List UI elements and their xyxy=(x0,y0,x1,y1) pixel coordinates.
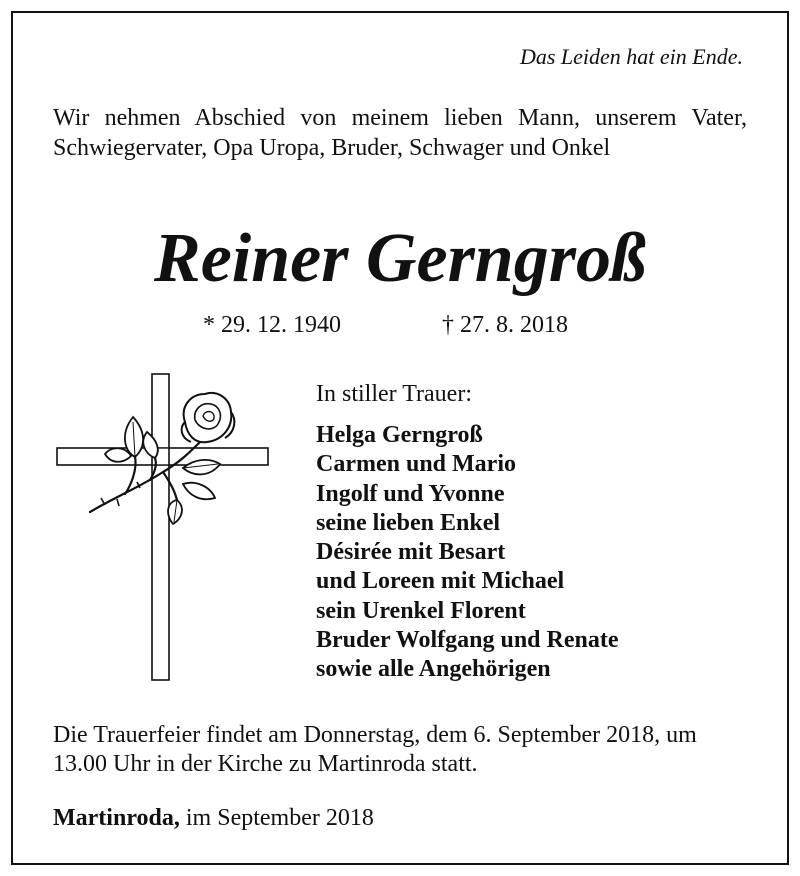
mourner-line: Helga Gerngroß xyxy=(316,422,483,448)
closing-date: im September 2018 xyxy=(179,805,374,831)
closing-place: Martinroda, xyxy=(53,805,180,831)
ceremony-info: Die Trauerfeier findet am Donnerstag, dem 6. September 2018, um 13.00 Uhr in der Kirche zu Martinroda statt. xyxy=(53,722,697,777)
mourner-line: sowie alle Angehörigen xyxy=(316,656,551,683)
deceased-name: Reiner Gerngroß xyxy=(154,220,646,297)
closing-line xyxy=(53,803,374,833)
mourner-line: Ingolf und Yvonne xyxy=(316,480,505,507)
cross-with-rose-icon xyxy=(55,372,270,684)
mourner-line: Carmen und Mario xyxy=(316,451,516,478)
mourner-line: und Loreen mit Michael xyxy=(316,568,565,595)
death-date: † 27. 8. 2018 xyxy=(442,312,568,338)
motto: Das Leiden hat ein Ende. xyxy=(519,44,743,69)
mourner-line: Bruder Wolfgang und Renate xyxy=(316,627,619,654)
mourning-label: In stiller Trauer: xyxy=(316,381,472,407)
intro-text: Wir nehmen Abschied von meinem lieben Mann, unserem Vater, Schwiegervater, Opa Uropa, Bruder, Schwager und Onkel xyxy=(53,105,747,161)
mourner-line: Désirée mit Besart xyxy=(316,539,506,566)
mourners-list xyxy=(316,421,619,685)
mourner-line: sein Urenkel Florent xyxy=(316,597,526,624)
birth-date: * 29. 12. 1940 xyxy=(203,312,341,338)
mourner-line: seine lieben Enkel xyxy=(316,509,501,536)
